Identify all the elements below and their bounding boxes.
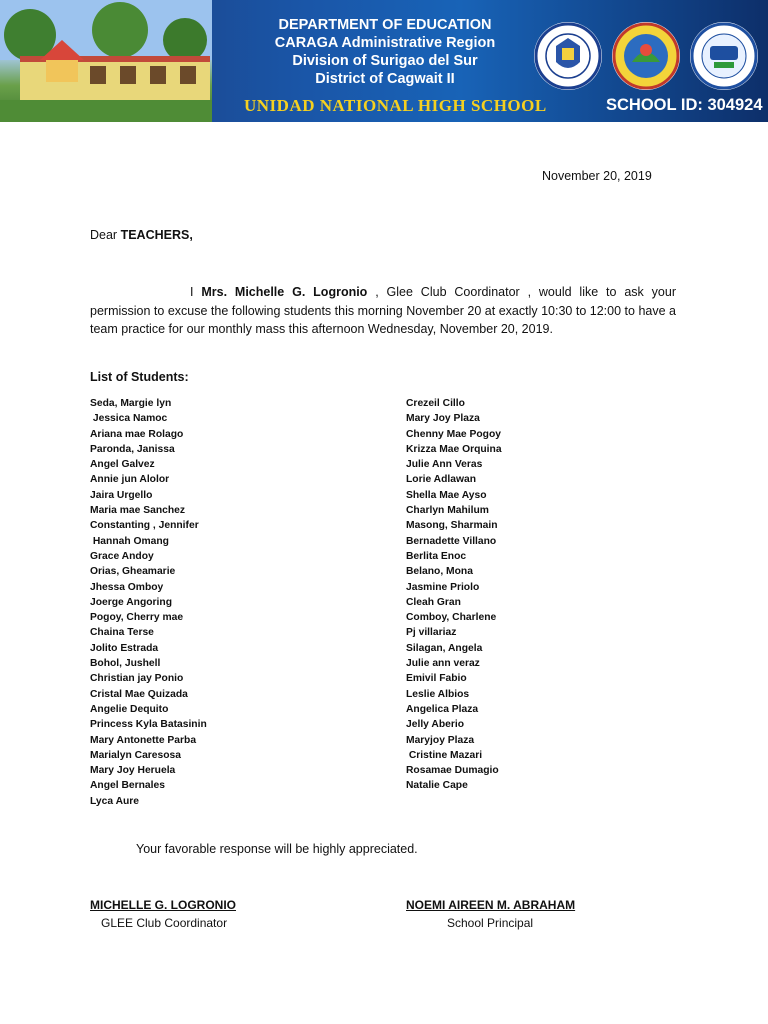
student-name: Pj villariaz — [406, 627, 457, 639]
student-name: Lyca Aure — [90, 795, 140, 807]
letterhead-line-2: CARAGA Administrative Region — [274, 35, 496, 51]
student-name: Ariana mae Rolago — [90, 428, 184, 440]
list-heading: List of Students: — [90, 370, 189, 384]
student-name: Jessica Namoc — [90, 413, 168, 425]
student-name: Krizza Mae Orquina — [406, 443, 502, 455]
student-name: Charlyn Mahilum — [406, 505, 489, 517]
deped-seal-logo — [534, 22, 602, 90]
student-name: Marialyn Caresosa — [90, 749, 182, 761]
student-name: Angelie Dequito — [90, 703, 169, 715]
student-name: Orias, Gheamarie — [90, 566, 176, 578]
student-name: Princess Kyla Batasinin — [90, 719, 207, 731]
body-name: Mrs. Michelle G. Logronio — [201, 285, 368, 299]
student-name: Jaira Urgello — [90, 489, 153, 501]
student-name: Chaina Terse — [90, 627, 154, 639]
student-name: Jhessa Omboy — [90, 581, 164, 593]
student-name: Grace Andoy — [90, 550, 154, 562]
student-name: Angelica Plaza — [406, 703, 479, 715]
body-paragraph — [90, 283, 676, 339]
letter-date: November 20, 2019 — [542, 169, 652, 183]
student-name: Angel Bernales — [90, 780, 165, 792]
student-name: Mary Joy Plaza — [406, 413, 480, 425]
student-name: Natalie Cape — [406, 780, 468, 792]
student-name: Belano, Mona — [406, 566, 473, 578]
student-name: Crezeil Cillo — [406, 398, 465, 409]
student-name: Maryjoy Plaza — [406, 734, 475, 746]
salutation-prefix: Dear — [90, 228, 121, 242]
student-name: Christian jay Ponio — [90, 673, 184, 685]
student-name: Cristal Mae Quizada — [90, 688, 188, 700]
student-name: Julie Ann Veras — [406, 459, 483, 471]
closing-line: Your favorable response will be highly appreciated. — [136, 842, 418, 856]
student-name: Seda, Margie lyn — [90, 398, 172, 409]
signatory-1-title: GLEE Club Coordinator — [101, 916, 228, 930]
student-name: Annie jun Alolor — [90, 474, 170, 486]
student-name: Pogoy, Cherry mae — [90, 612, 184, 624]
student-name: Cleah Gran — [406, 596, 461, 608]
school-name: UNIDAD NATIONAL HIGH SCHOOL — [244, 96, 547, 115]
student-name: Hannah Omang — [90, 535, 169, 547]
body-pre: I — [190, 285, 202, 299]
student-name: Jelly Aberio — [406, 719, 464, 731]
student-name: Lorie Adlawan — [406, 474, 476, 486]
student-name: Paronda, Janissa — [90, 443, 175, 455]
student-name: Leslie Albios — [406, 688, 470, 700]
student-name: Emivil Fabio — [406, 673, 467, 685]
student-name: Joerge Angoring — [90, 596, 172, 608]
student-name: Chenny Mae Pogoy — [406, 428, 501, 440]
student-name: Masong, Sharmain — [406, 520, 498, 532]
student-name: Angel Galvez — [90, 459, 155, 471]
student-list-column-2 — [406, 396, 502, 794]
letterhead-line-1: DEPARTMENT OF EDUCATION — [278, 17, 492, 33]
letterhead-lines — [240, 16, 530, 88]
salutation-name: TEACHERS, — [120, 228, 193, 242]
school-seal-logo — [690, 22, 758, 90]
student-name: Cristine Mazari — [406, 749, 483, 761]
school-building-photo — [0, 0, 212, 122]
salutation — [90, 226, 193, 244]
student-name: Bohol, Jushell — [90, 658, 161, 670]
student-name: Jolito Estrada — [90, 642, 159, 654]
student-name: Julie ann veraz — [406, 658, 480, 670]
student-name: Berlita Enoc — [406, 550, 467, 562]
student-name: Shella Mae Ayso — [406, 489, 487, 501]
signatory-2-name: NOEMI AIREEN M. ABRAHAM — [406, 898, 576, 912]
student-name: Maria mae Sanchez — [90, 505, 186, 517]
signatory-2-title: School Principal — [447, 916, 534, 930]
student-name: Constanting , Jennifer — [90, 520, 199, 532]
school-id: SCHOOL ID: 304924 — [606, 96, 763, 114]
student-name: Rosamae Dumagio — [406, 765, 499, 777]
student-name: Bernadette Villano — [406, 535, 497, 547]
division-seal-logo — [612, 22, 680, 90]
student-name: Jasmine Priolo — [406, 581, 480, 593]
letterhead-banner — [0, 0, 768, 122]
student-list-column-1 — [90, 396, 207, 809]
body-post: , Glee Club Coordinator , would like to ask your permission to excuse the following students this morning November 20 at exactly 10:30 to 12:00 to have a team practice for our monthly mass this afternoon Wednesday, November 20, 2019. — [90, 285, 676, 336]
student-name: Mary Antonette Parba — [90, 734, 197, 746]
student-name: Comboy, Charlene — [406, 612, 497, 624]
student-name: Mary Joy Heruela — [90, 765, 176, 777]
student-name: Silagan, Angela — [406, 642, 483, 654]
letterhead-line-3: Division of Surigao del Sur — [292, 53, 478, 69]
signatory-1-name: MICHELLE G. LOGRONIO — [90, 898, 236, 912]
letterhead-line-4: District of Cagwait II — [315, 71, 455, 87]
